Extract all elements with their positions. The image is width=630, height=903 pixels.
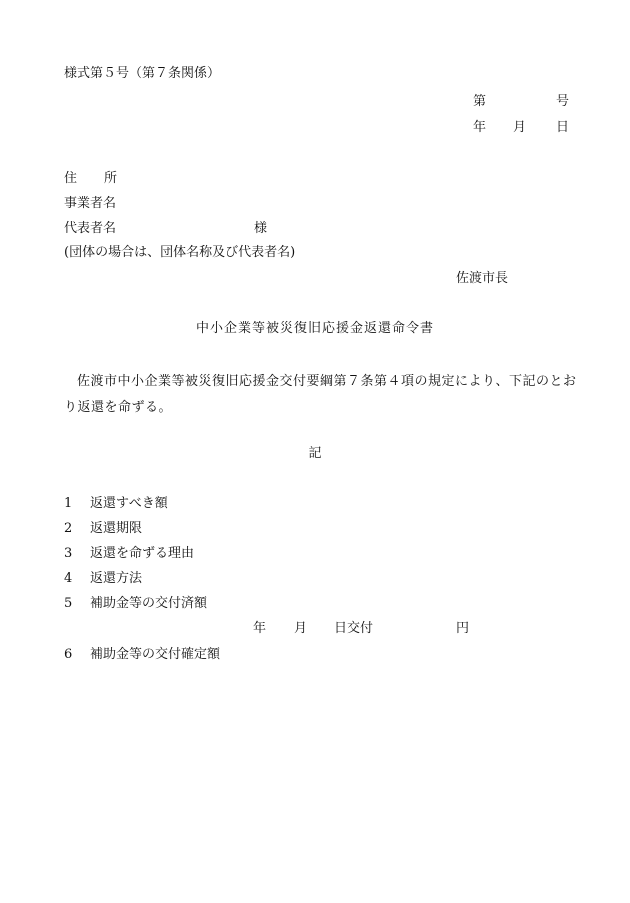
body-text: 佐渡市中小企業等被災復旧応援金交付要綱第７条第４項の規定により、下記のとおり返還を命ずる。 (64, 374, 577, 415)
group-note: (団体の場合は、団体名称及び代表者名) (64, 245, 296, 260)
list-item (64, 521, 142, 537)
representative-label: 代表者名 (64, 221, 117, 236)
list-item (64, 571, 142, 587)
payment-day-delivered: 日交付 (334, 621, 374, 636)
item-label: 返還方法 (90, 571, 143, 586)
list-item (64, 546, 194, 562)
issuer: 佐渡市長 (456, 271, 509, 286)
issue-date-month: 月 (513, 120, 527, 135)
reference-number-prefix: 第 (473, 94, 487, 109)
item-label: 補助金等の交付確定額 (90, 647, 221, 662)
item-number: 5 (64, 596, 73, 611)
honorific: 様 (254, 221, 268, 236)
list-item (64, 647, 220, 663)
item-number: 1 (64, 496, 73, 511)
item-number: 4 (64, 571, 73, 586)
item-label: 返還期限 (90, 521, 143, 536)
form-number: 様式第５号（第７条関係） (64, 66, 221, 81)
payment-year: 年 (253, 621, 267, 636)
issue-date-day: 日 (556, 120, 570, 135)
item-label: 返還すべき額 (90, 496, 168, 511)
address-label-part1: 住 (64, 171, 78, 186)
item-number: 3 (64, 546, 73, 561)
address-label-part2: 所 (104, 171, 118, 186)
item-number: 2 (64, 521, 73, 536)
issue-date-year: 年 (473, 120, 487, 135)
list-item (64, 496, 168, 512)
payment-yen: 円 (456, 621, 470, 636)
item-label: 補助金等の交付済額 (90, 596, 208, 611)
item-label: 返還を命ずる理由 (90, 546, 195, 561)
business-name-label: 事業者名 (64, 196, 117, 211)
list-item (64, 596, 207, 612)
payment-month: 月 (294, 621, 308, 636)
reference-number-suffix: 号 (556, 94, 570, 109)
document-title: 中小企業等被災復旧応援金返還命令書 (195, 321, 434, 336)
item-number: 6 (64, 647, 73, 662)
ki-heading: 記 (308, 446, 322, 461)
